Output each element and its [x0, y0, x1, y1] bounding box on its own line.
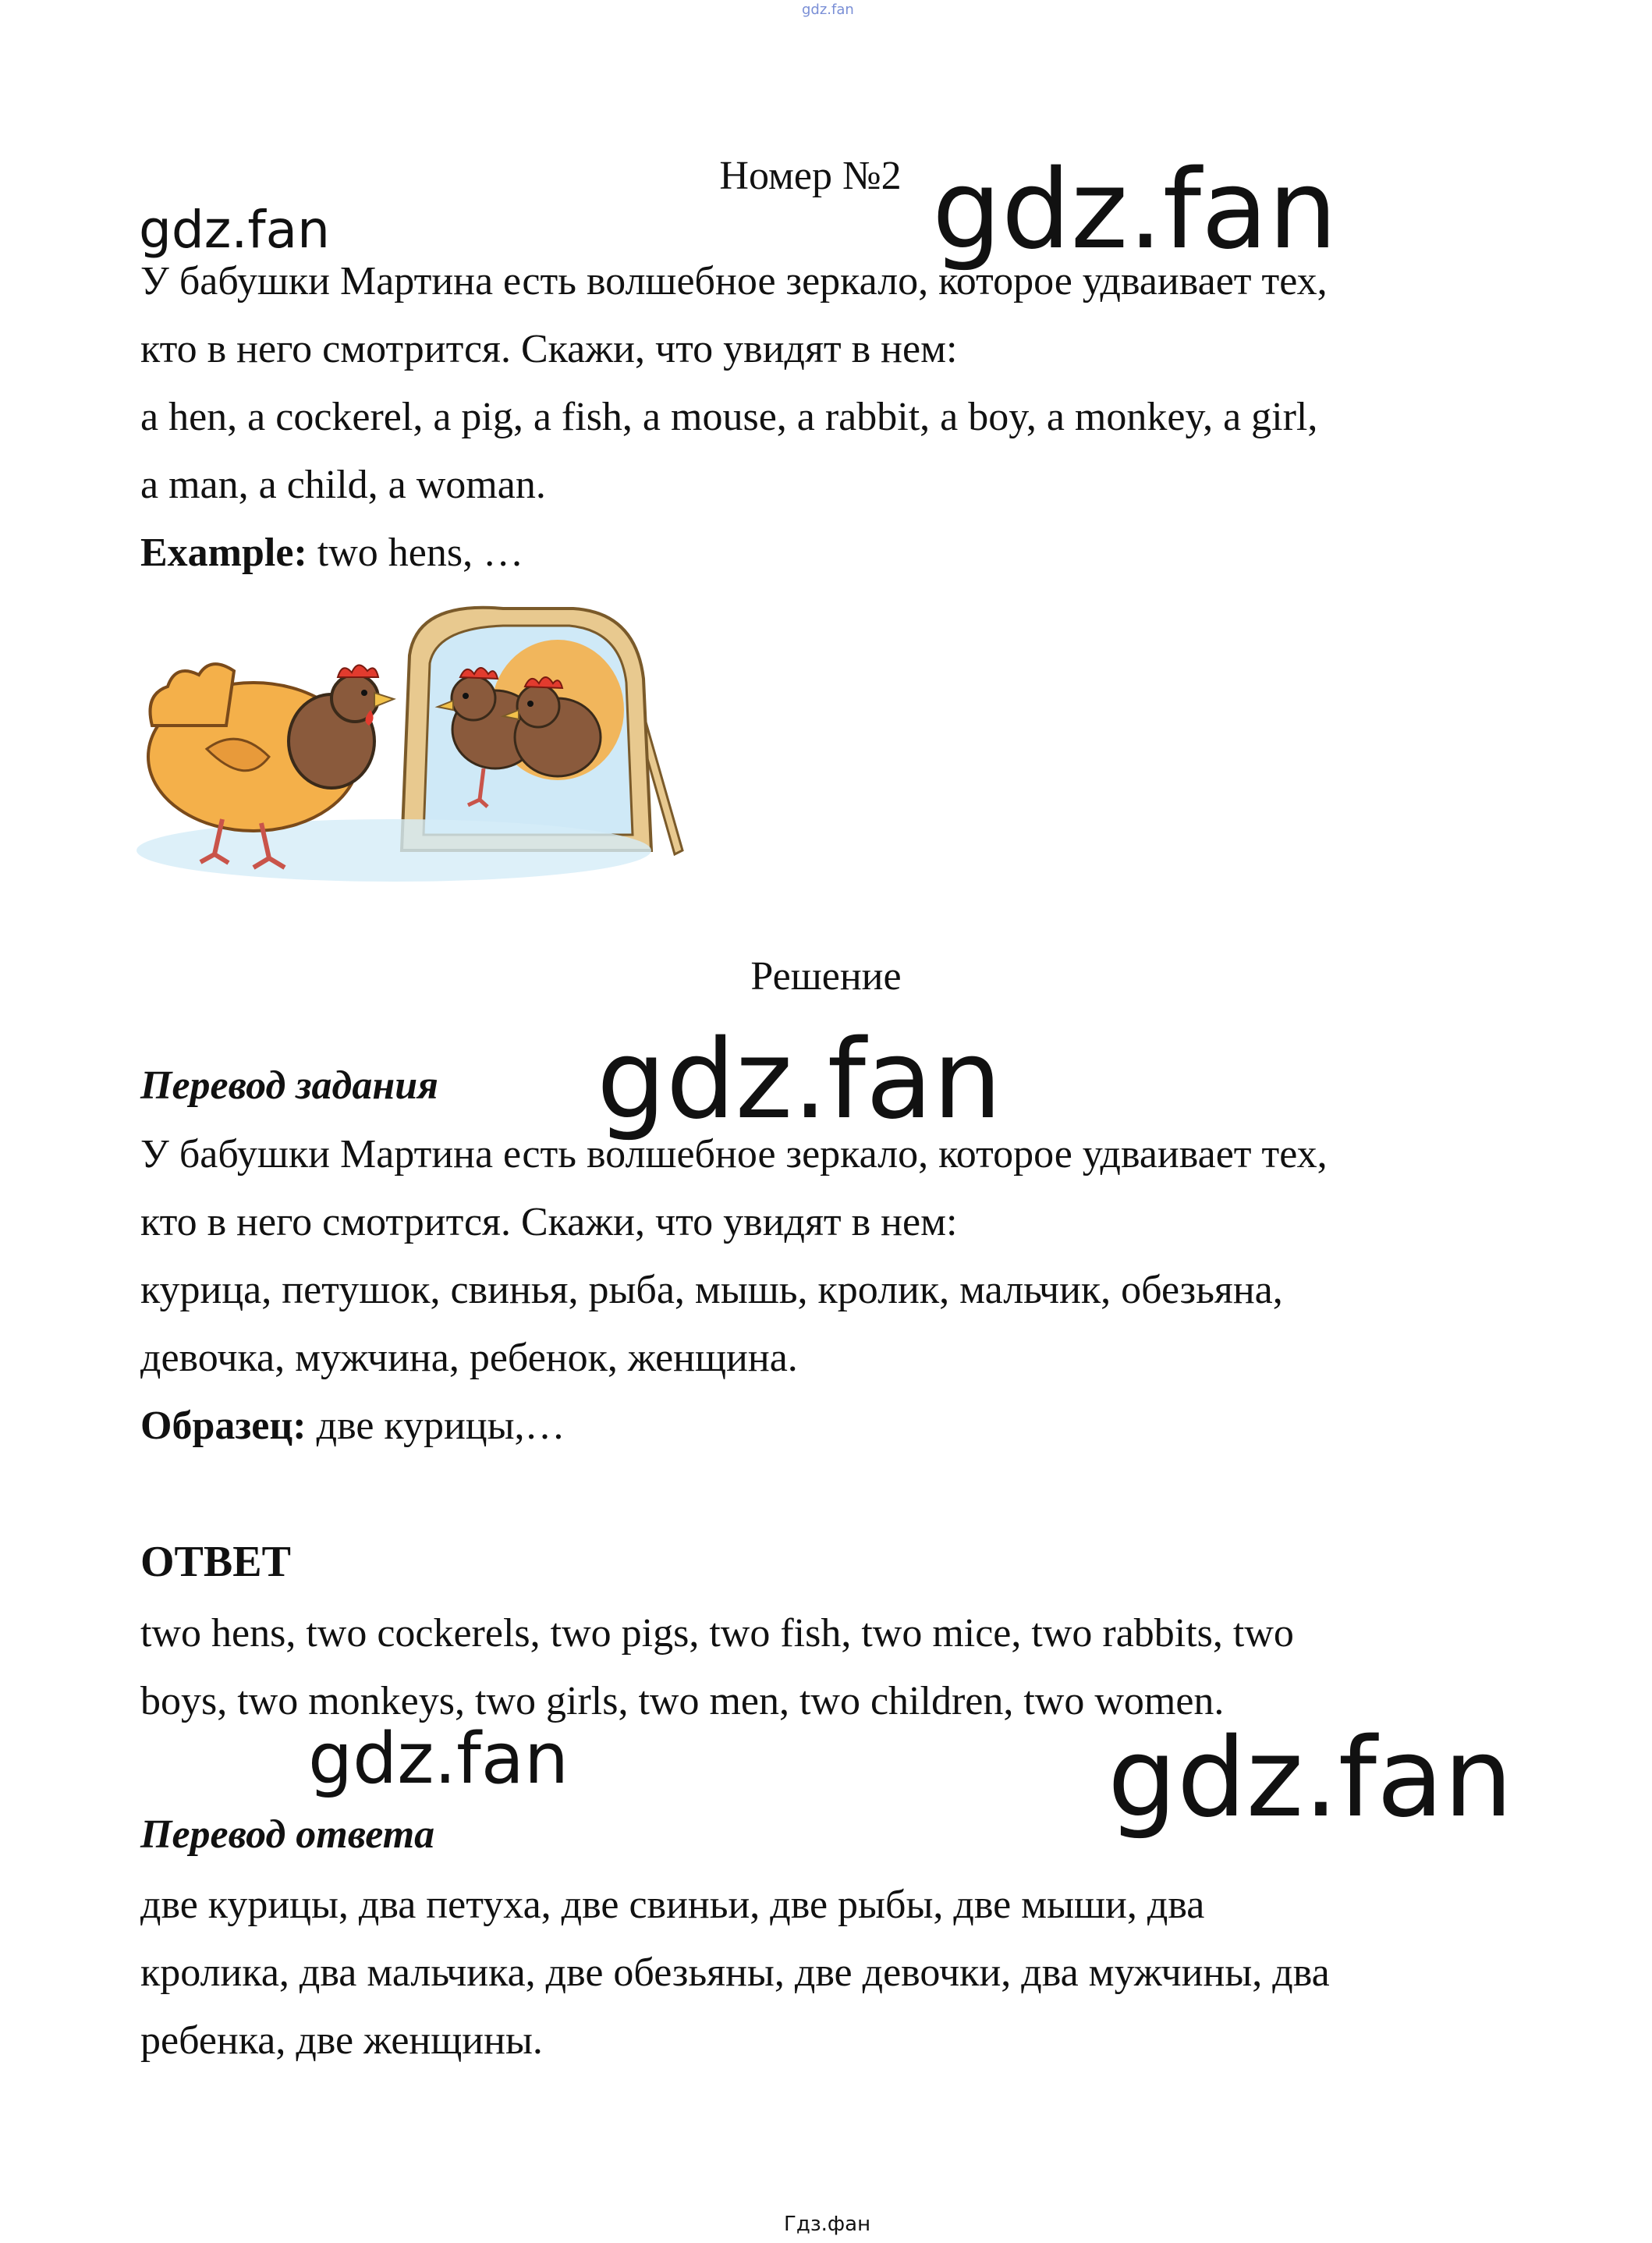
translation-heading: Перевод задания: [140, 1063, 438, 1108]
answer-line: boys, two monkeys, two girls, two men, two children, two women.: [140, 1679, 1225, 1723]
answer-translation-line: две курицы, два петуха, две свиньи, две рыбы, две мыши, два: [140, 1883, 1205, 1927]
watermark: gdz.fan: [139, 200, 330, 260]
example-label: Example:: [140, 531, 307, 575]
example-text: две курицы,…: [306, 1404, 565, 1448]
answer-translation-heading: Перевод ответа: [140, 1812, 435, 1857]
task-line: a man, a child, a woman.: [140, 463, 546, 507]
hen-mirror-illustration: [136, 593, 721, 905]
solution-heading: Решение: [750, 954, 902, 999]
answer-heading: ОТВЕТ: [140, 1538, 291, 1586]
translation-line: У бабушки Мартина есть волшебное зеркало, которое удваивает тех,: [140, 1132, 1328, 1177]
example-text: two hens, …: [307, 531, 524, 575]
task-example: [140, 519, 1529, 587]
translation-line: девочка, мужчина, ребенок, женщина.: [140, 1336, 798, 1380]
watermark: gdz.fan: [932, 147, 1338, 274]
page-title: Номер №2: [719, 154, 902, 198]
translation-line: кто в него смотрится. Скажи, что увидят в нем:: [140, 1200, 958, 1244]
task-paragraph: [140, 247, 1529, 587]
header-watermark: gdz.fan: [802, 2, 854, 18]
footer-watermark: Гдз.фан: [784, 2213, 871, 2236]
task-line: кто в него смотрится. Скажи, что увидят в нем:: [140, 327, 958, 371]
answer-translation-line: ребенка, две женщины.: [140, 2018, 543, 2063]
answer-translation-paragraph: [140, 1871, 1529, 2074]
task-line: a hen, a cockerel, a pig, a fish, a mouse, a rabbit, a boy, a monkey, a girl,: [140, 395, 1318, 439]
answer-line: two hens, two cockerels, two pigs, two fish, two mice, two rabbits, two: [140, 1611, 1294, 1656]
watermark: gdz.fan: [597, 1017, 1002, 1144]
watermark: gdz.fan: [1108, 1715, 1513, 1842]
translation-line: курица, петушок, свинья, рыба, мышь, кролик, мальчик, обезьяна,: [140, 1268, 1283, 1312]
watermark: gdz.fan: [308, 1718, 569, 1800]
task-line: У бабушки Мартина есть волшебное зеркало, которое удваивает тех,: [140, 259, 1328, 303]
translation-example: [140, 1392, 1529, 1460]
answer-translation-line: кролика, два мальчика, две обезьяны, две девочки, два мужчины, два: [140, 1950, 1330, 1995]
translation-paragraph: [140, 1120, 1529, 1460]
example-label: Образец:: [140, 1404, 307, 1448]
